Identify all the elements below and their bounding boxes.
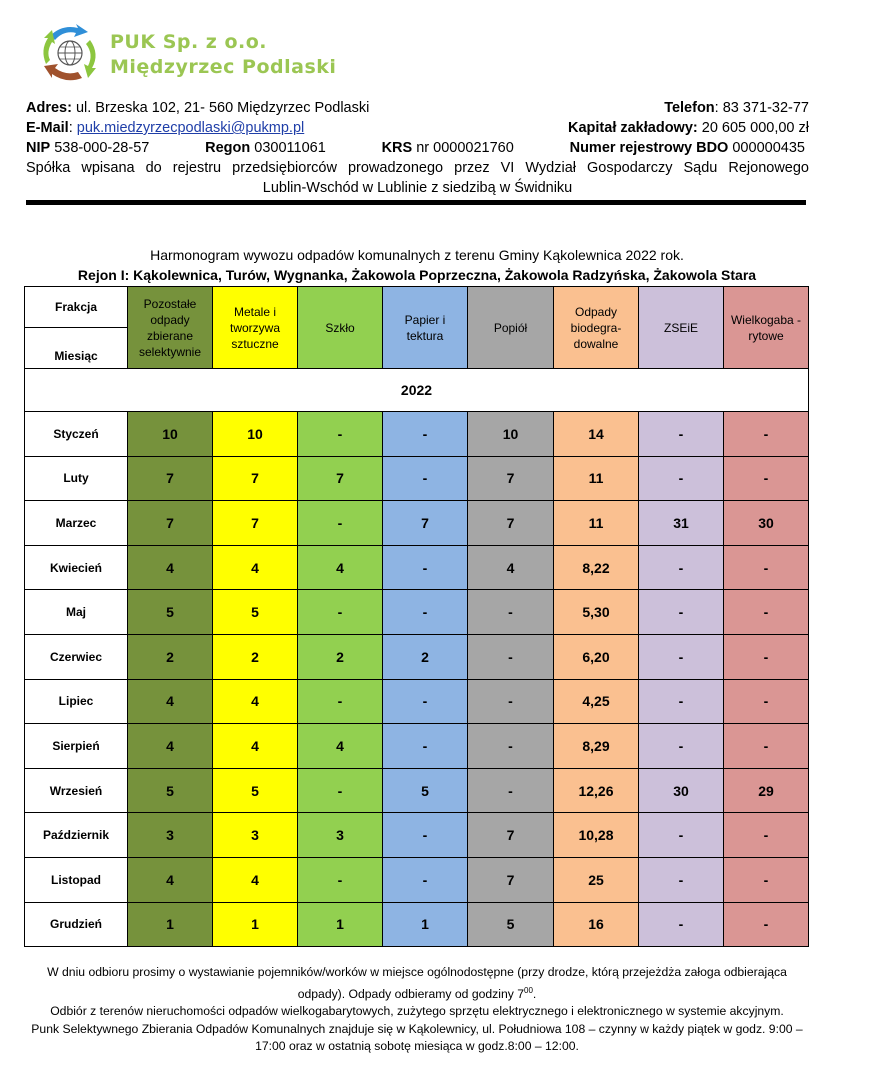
day-cell: 4	[213, 857, 298, 902]
note-line1: W dniu odbioru prosimy o wystawianie pojemników/worków w miejsce ogólnodostępne (przy drodze, którą przejeżdża załoga odbierająca	[47, 965, 787, 979]
column-header-bio: Odpady biodegra-dowalne	[554, 287, 639, 369]
table-row	[25, 768, 809, 813]
column-header-metale: Metale i tworzywa sztuczne	[213, 287, 298, 369]
day-cell: -	[383, 412, 468, 457]
nip-label: NIP	[26, 140, 51, 156]
day-cell: -	[298, 857, 383, 902]
table-row	[25, 634, 809, 679]
phone-label: Telefon	[664, 100, 715, 116]
day-cell: 7	[298, 456, 383, 501]
capital-label: Kapitał zakładowy:	[568, 120, 698, 136]
phone-value: : 83 371-32-77	[714, 100, 809, 116]
header-divider	[26, 200, 806, 205]
month-cell: Sierpień	[25, 724, 128, 769]
column-header-zseie: ZSEiE	[639, 287, 724, 369]
schedule-table-body	[25, 287, 809, 947]
month-cell: Wrzesień	[25, 768, 128, 813]
registry-line2: Lublin-Wschód w Lublinie z siedzibą w Świdniku	[262, 180, 573, 196]
day-cell: 4	[128, 545, 213, 590]
day-cell: -	[383, 813, 468, 858]
day-cell: 16	[554, 902, 639, 947]
table-header-row	[25, 287, 809, 369]
day-cell: -	[468, 679, 554, 724]
day-cell: -	[639, 679, 724, 724]
day-cell: 5	[213, 768, 298, 813]
day-cell: -	[639, 634, 724, 679]
krs-value: nr 0000021760	[412, 140, 514, 156]
day-cell: 10	[128, 412, 213, 457]
day-cell: 3	[213, 813, 298, 858]
column-header-pozostale: Pozostałe odpady zbierane selektywnie	[128, 287, 213, 369]
day-cell: 30	[639, 768, 724, 813]
schedule-title: Harmonogram wywozu odpadów komunalnych z terenu Gminy Kąkolewnica 2022 rok.	[150, 247, 684, 263]
krs-label: KRS	[381, 140, 413, 156]
day-cell: -	[724, 902, 809, 947]
day-cell: 25	[554, 857, 639, 902]
day-cell: 30	[724, 501, 809, 546]
month-cell: Kwiecień	[25, 545, 128, 590]
day-cell: 5	[128, 768, 213, 813]
day-cell: 1	[128, 902, 213, 947]
column-header-szklo: Szkło	[298, 287, 383, 369]
nip-value: 538-000-28-57	[50, 140, 150, 156]
day-cell: -	[639, 412, 724, 457]
day-cell: -	[639, 857, 724, 902]
note-line2	[20, 982, 814, 1004]
email-label: E-Mail	[26, 120, 69, 136]
column-header-papier: Papier i tektura	[383, 287, 468, 369]
day-cell: -	[383, 857, 468, 902]
day-cell: 6,20	[554, 634, 639, 679]
column-header-wielkogabarytowe: Wielkogaba - rytowe	[724, 287, 809, 369]
day-cell: -	[724, 724, 809, 769]
day-cell: 10	[213, 412, 298, 457]
day-cell: 11	[554, 501, 639, 546]
day-cell: 4	[128, 679, 213, 724]
email-separator: :	[68, 120, 77, 136]
header-corner-cell	[25, 287, 128, 369]
day-cell: 4	[298, 724, 383, 769]
month-cell: Czerwiec	[25, 634, 128, 679]
day-cell: 3	[128, 813, 213, 858]
day-cell: -	[298, 679, 383, 724]
day-cell: -	[724, 590, 809, 635]
day-cell: 2	[213, 634, 298, 679]
table-row	[25, 501, 809, 546]
day-cell: -	[468, 634, 554, 679]
month-cell: Lipiec	[25, 679, 128, 724]
day-cell: 2	[298, 634, 383, 679]
address-value: ul. Brzeska 102, 21- 560 Międzyrzec Podlaski	[75, 100, 370, 116]
day-cell: -	[724, 813, 809, 858]
day-cell: -	[298, 412, 383, 457]
schedule-region: Rejon I: Kąkolewnica, Turów, Wygnanka, Żakowola Poprzeczna, Żakowola Radzyńska, Żakowola Stara	[77, 267, 757, 283]
table-row	[25, 902, 809, 947]
day-cell: 7	[383, 501, 468, 546]
day-cell: -	[724, 412, 809, 457]
day-cell: 14	[554, 412, 639, 457]
company-name-line2: Międzyrzec Podlaski	[110, 56, 337, 78]
note-line3: Odbiór z terenów nieruchomości odpadów wielkogabarytowych, zużytego sprzętu elektrycznego i elektronicznego w systemie akcyjnym.	[50, 1004, 784, 1019]
day-cell: 4,25	[554, 679, 639, 724]
year-row	[25, 369, 809, 412]
note-line2-sup: 00	[524, 985, 533, 995]
note-line5: 17:00 oraz w ostatnią sobotę miesiąca w godz.8:00 – 12:00.	[255, 1039, 579, 1054]
day-cell: 5,30	[554, 590, 639, 635]
day-cell: 5	[128, 590, 213, 635]
contact-info	[26, 98, 809, 198]
day-cell: -	[298, 768, 383, 813]
day-cell: -	[639, 813, 724, 858]
day-cell: -	[383, 590, 468, 635]
day-cell: 1	[383, 902, 468, 947]
table-row	[25, 857, 809, 902]
day-cell: 8,29	[554, 724, 639, 769]
company-logo-recycle-icon	[40, 22, 100, 84]
day-cell: -	[724, 545, 809, 590]
email-link[interactable]: puk.miedzyrzecpodlaski@pukmp.pl	[76, 120, 305, 136]
month-cell: Styczeń	[25, 412, 128, 457]
day-cell: 7	[213, 501, 298, 546]
day-cell: -	[639, 545, 724, 590]
day-cell: 31	[639, 501, 724, 546]
day-cell: 12,26	[554, 768, 639, 813]
day-cell: 7	[128, 501, 213, 546]
day-cell: -	[724, 857, 809, 902]
month-cell: Grudzień	[25, 902, 128, 947]
company-name-line1: PUK Sp. z o.o.	[110, 31, 268, 53]
day-cell: 4	[298, 545, 383, 590]
contact-row-email	[26, 118, 809, 138]
month-cell: Maj	[25, 590, 128, 635]
day-cell: -	[639, 902, 724, 947]
day-cell: -	[383, 456, 468, 501]
registry-line1: Spółka wpisana do rejestru przedsiębiorców prowadzonego przez VI Wydział Gospodarczy Sądu Rejonowego	[26, 160, 809, 176]
day-cell: 5	[468, 902, 554, 947]
day-cell: 1	[213, 902, 298, 947]
day-cell: -	[639, 590, 724, 635]
day-cell: -	[468, 724, 554, 769]
day-cell: 3	[298, 813, 383, 858]
day-cell: 4	[468, 545, 554, 590]
contact-row-address	[26, 98, 809, 118]
bdo-value: 000000435	[728, 140, 805, 156]
day-cell: 7	[468, 456, 554, 501]
day-cell: 4	[128, 857, 213, 902]
regon-label: Regon	[205, 140, 251, 156]
day-cell: 7	[468, 813, 554, 858]
day-cell: 5	[213, 590, 298, 635]
month-cell: Marzec	[25, 501, 128, 546]
contact-row-ids	[26, 138, 809, 158]
day-cell: -	[383, 724, 468, 769]
note-line2-text: odpady). Odpady odbieramy od godziny 7	[297, 986, 524, 1001]
day-cell: 7	[468, 857, 554, 902]
schedule-table	[24, 286, 809, 947]
header-month: Miesiąc	[54, 349, 98, 363]
bdo-label: Numer rejestrowy BDO	[569, 140, 729, 156]
day-cell: 10,28	[554, 813, 639, 858]
day-cell: -	[383, 679, 468, 724]
address-label: Adres:	[26, 100, 72, 116]
table-row	[25, 456, 809, 501]
table-row	[25, 545, 809, 590]
day-cell: 7	[128, 456, 213, 501]
day-cell: -	[724, 634, 809, 679]
day-cell: 10	[468, 412, 554, 457]
day-cell: 4	[128, 724, 213, 769]
month-cell: Październik	[25, 813, 128, 858]
note-line4: Punk Selektywnego Zbierania Odpadów Komunalnych znajduje się w Kąkolewnicy, ul. Południowa 108 – czynny w każdy piątek w godz. 9:00 –	[31, 1021, 803, 1036]
day-cell: 7	[468, 501, 554, 546]
regon-value: 030011061	[250, 140, 326, 156]
day-cell: 4	[213, 679, 298, 724]
day-cell: -	[298, 501, 383, 546]
day-cell: 8,22	[554, 545, 639, 590]
month-cell: Listopad	[25, 857, 128, 902]
day-cell: 4	[213, 724, 298, 769]
day-cell: 2	[383, 634, 468, 679]
day-cell: -	[468, 590, 554, 635]
day-cell: 11	[554, 456, 639, 501]
day-cell: -	[724, 679, 809, 724]
year-label: 2022	[25, 369, 809, 412]
month-cell: Luty	[25, 456, 128, 501]
day-cell: -	[298, 590, 383, 635]
note-line2-end: .	[532, 986, 537, 1001]
day-cell: 4	[213, 545, 298, 590]
table-row	[25, 590, 809, 635]
company-name	[110, 30, 336, 80]
day-cell: -	[383, 545, 468, 590]
table-row	[25, 412, 809, 457]
column-header-popiol: Popiół	[468, 287, 554, 369]
footer-notes	[20, 964, 814, 1056]
day-cell: 2	[128, 634, 213, 679]
day-cell: 5	[383, 768, 468, 813]
header-fraction: Frakcja	[25, 287, 127, 328]
table-row	[25, 679, 809, 724]
day-cell: -	[639, 724, 724, 769]
day-cell: 1	[298, 902, 383, 947]
day-cell: -	[639, 456, 724, 501]
day-cell: 7	[213, 456, 298, 501]
capital-value: 20 605 000,00 zł	[697, 120, 809, 136]
table-row	[25, 724, 809, 769]
day-cell: 29	[724, 768, 809, 813]
table-row	[25, 813, 809, 858]
day-cell: -	[724, 456, 809, 501]
day-cell: -	[468, 768, 554, 813]
